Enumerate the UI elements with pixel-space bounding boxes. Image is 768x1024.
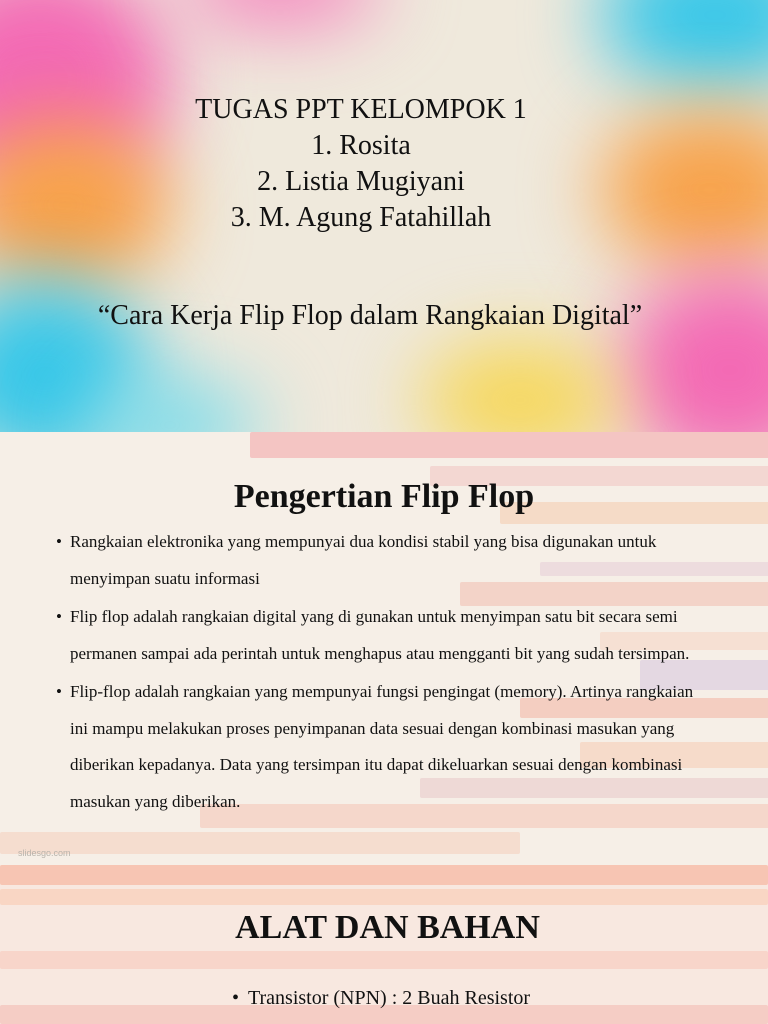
member-1: 1. Rosita xyxy=(311,130,411,161)
decor-stripe xyxy=(0,832,520,854)
slide-heading: Pengertian Flip Flop xyxy=(233,478,535,515)
list-item: • Flip flop adalah rangkaian digital yang di gunakan untuk menyimpan satu bit secara semi permanen sampai ada perintah untuk menghapus atau mengganti bit yang sudah tersimpan. xyxy=(56,599,706,672)
definition-list xyxy=(56,524,706,822)
slide-subtitle: “Cara Kerja Flip Flop dalam Rangkaian Digital” xyxy=(97,300,643,331)
member-2: 2. Listia Mugiyani xyxy=(257,166,465,197)
slide-heading: ALAT DAN BAHAN xyxy=(235,909,540,946)
materials-slide xyxy=(0,865,768,1024)
slide-title xyxy=(0,92,722,236)
title-line: TUGAS PPT KELOMPOK 1 xyxy=(195,94,527,125)
watermark: slidesgo.com xyxy=(18,848,71,858)
list-item: • Rangkaian elektronika yang mempunyai dua kondisi stabil yang bisa digunakan untuk menyimpan suatu informasi xyxy=(56,524,706,597)
decor-stripe xyxy=(0,951,768,969)
member-3: 3. M. Agung Fatahillah xyxy=(230,202,492,233)
decor-stripe xyxy=(0,865,768,885)
title-slide xyxy=(0,0,768,432)
decor-stripe xyxy=(250,432,768,458)
materials-list xyxy=(232,987,530,1010)
list-item: • Flip-flop adalah rangkaian yang mempunyai fungsi pengingat (memory). Artinya rangkaian ini mampu melakukan proses penyimpanan data sesuai dengan kombinasi masukan yang diberikan kepadanya. Data yang tersimpan itu dapat dikeluarkan sesuai dengan kombinasi masukan yang diberikan. xyxy=(56,674,706,820)
definition-slide xyxy=(0,432,768,865)
list-item: • Transistor (NPN) : 2 Buah Resistor xyxy=(232,987,530,1010)
decor-stripe xyxy=(0,889,768,905)
